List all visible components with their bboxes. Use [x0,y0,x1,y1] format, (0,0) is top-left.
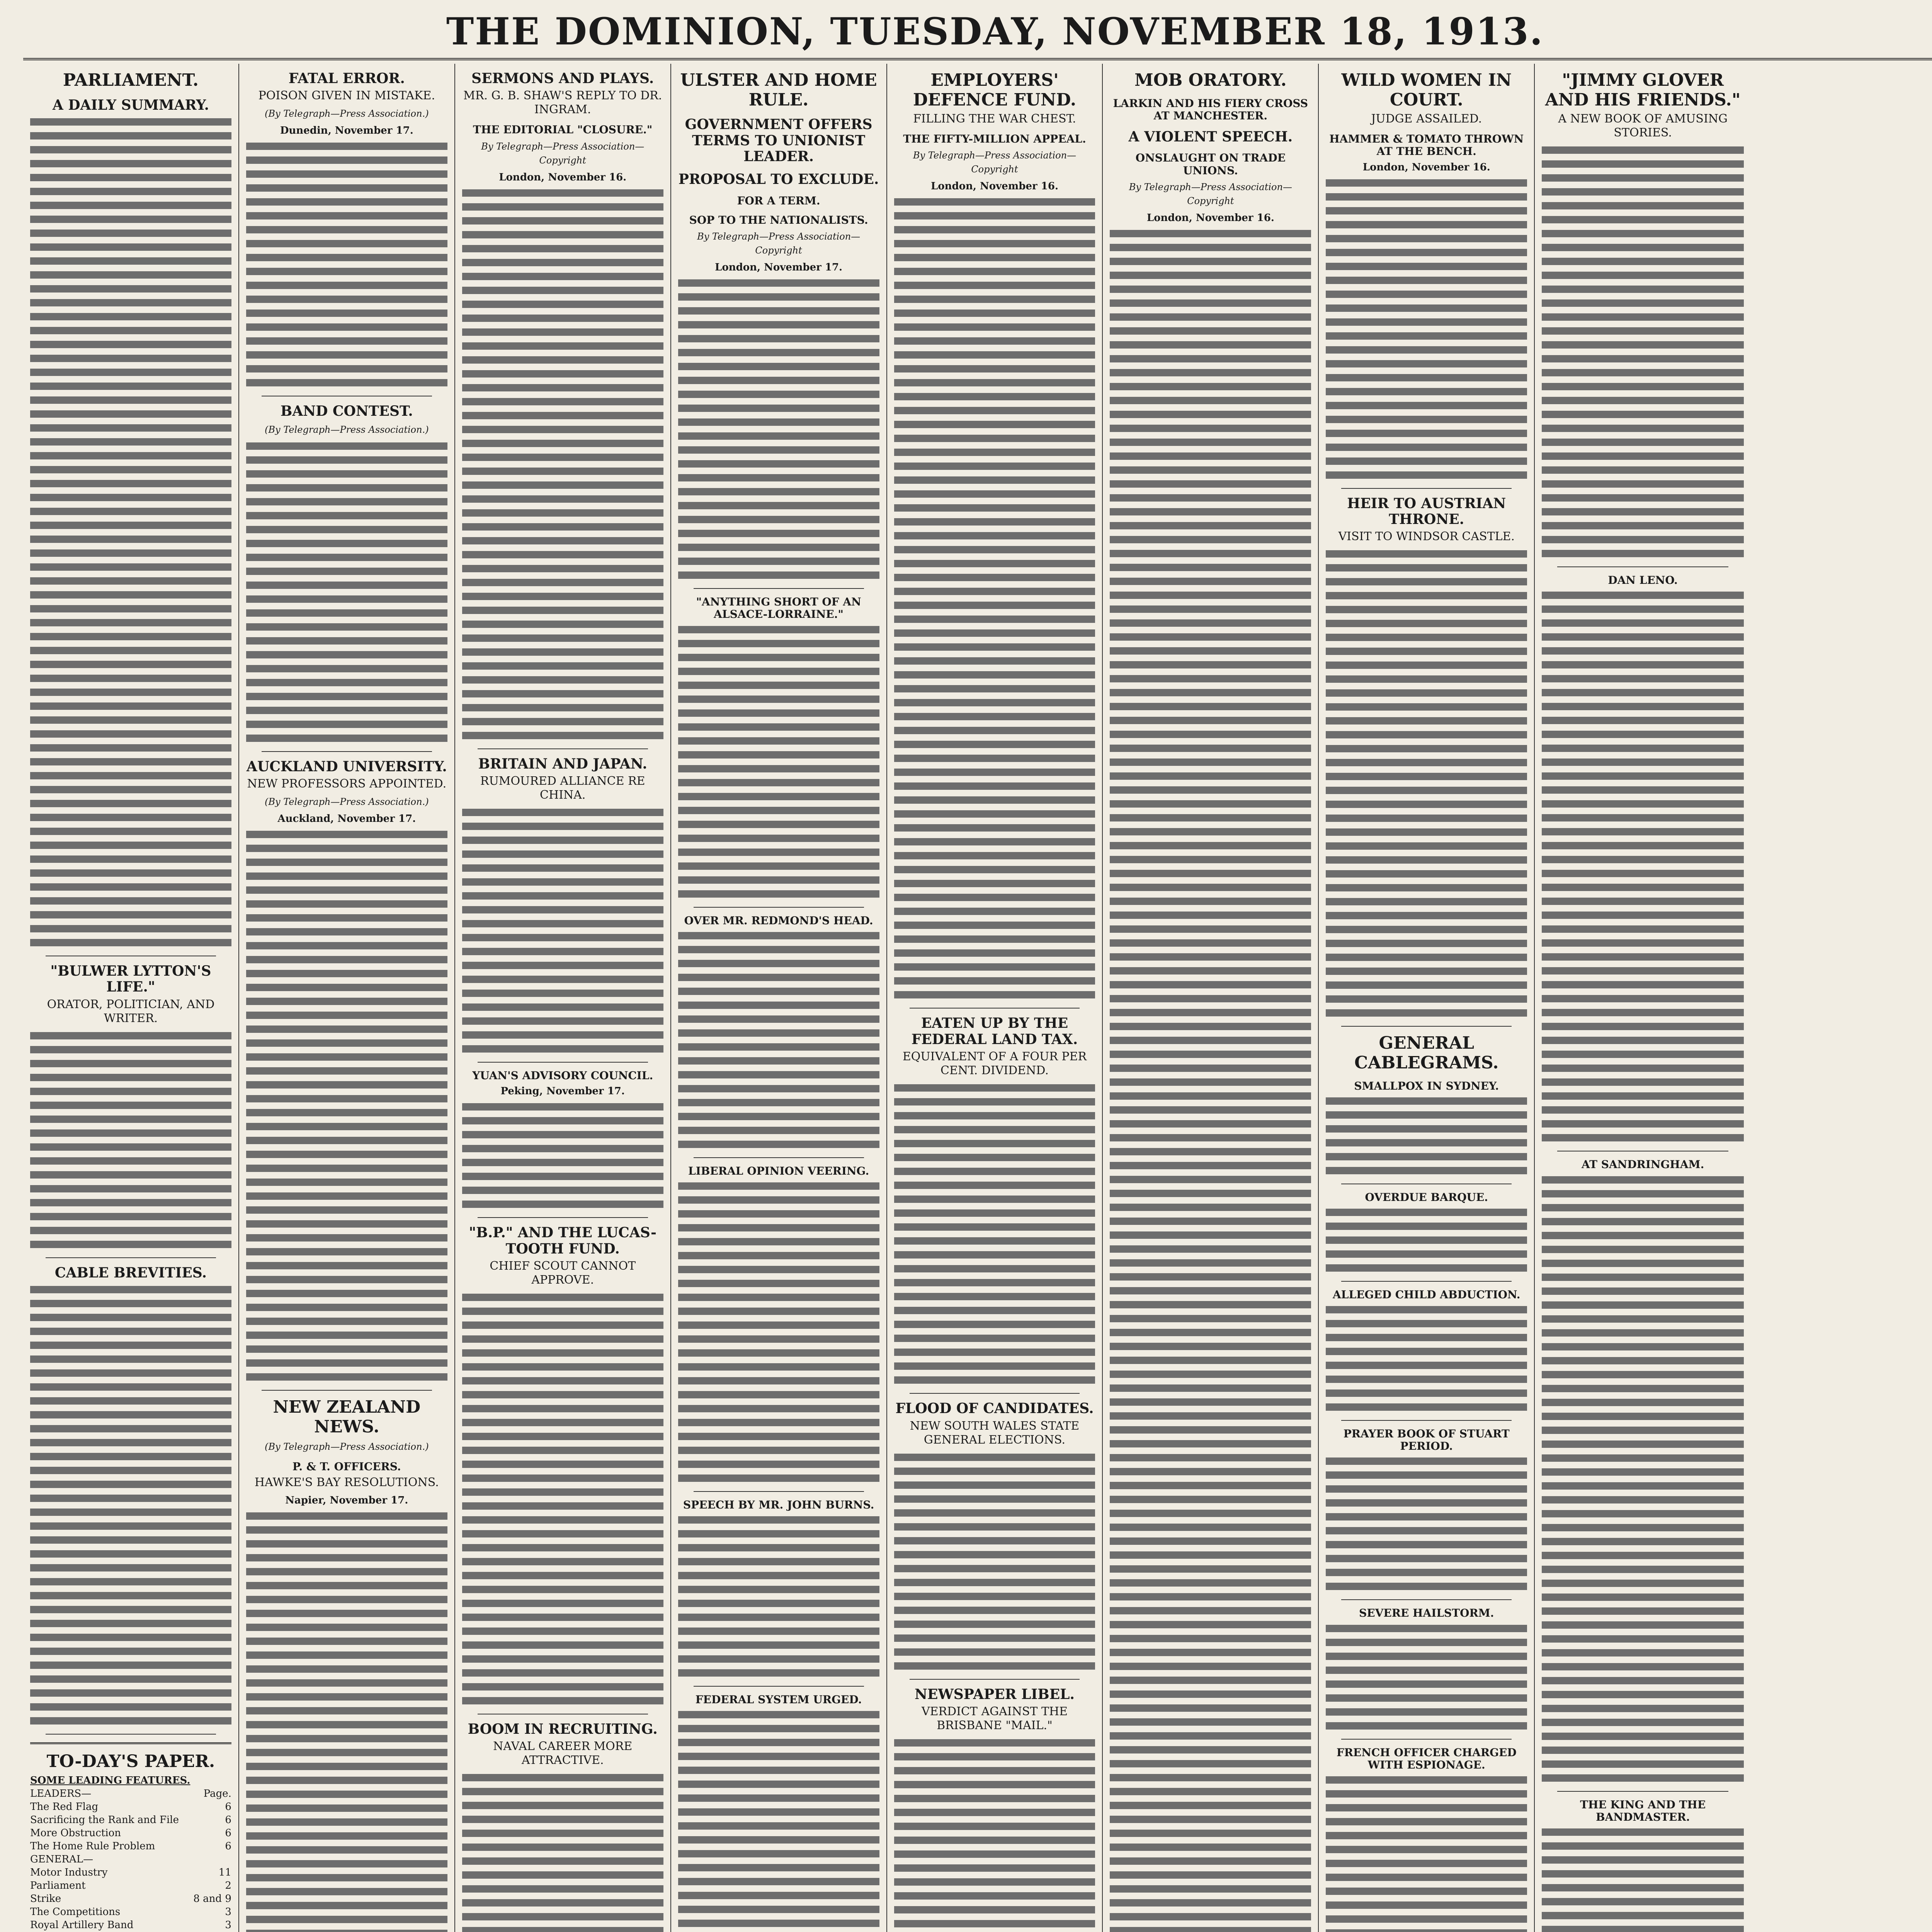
contents-label: The Home Rule Problem [30,1840,155,1852]
contents-entry [30,1840,231,1853]
contents-label: GENERAL— [30,1853,94,1865]
headline: EATEN UP BY THE FEDERAL LAND TAX. [911,1015,1078,1048]
article-body-text [462,1291,663,1708]
headline: "B.P." AND THE LUCAS-TOOTH FUND. [469,1225,657,1257]
headline: ULSTER AND HOME RULE. [680,70,877,110]
headline: SMALLPOX IN SYDNEY. [1354,1079,1499,1092]
divider [1341,1281,1512,1282]
divider [1341,1599,1512,1600]
article-body-text [678,1514,879,1680]
article-body-text [1542,144,1744,561]
article-body-text [1542,589,1744,1145]
contents-page: 6 [225,1827,231,1839]
headline: SPEECH BY MR. JOHN BURNS. [683,1498,874,1511]
contents-entry [30,1879,231,1892]
divider [910,1679,1080,1680]
headline: OVERDUE BARQUE. [1365,1190,1488,1204]
headline: FLOOD OF CANDIDATES. [895,1400,1094,1417]
divider [910,1008,1080,1009]
headline: A VIOLENT SPEECH. [1128,128,1293,145]
article-body-text [894,1451,1095,1673]
article-body-text [678,1708,879,1932]
headline: AT SANDRINGHAM. [1581,1158,1704,1171]
headline: THE FIFTY-MILLION APPEAL. [903,133,1086,146]
contents-page: 3 [225,1919,231,1931]
article-body-text [678,277,879,583]
contents-entry [30,1813,231,1827]
subheadline: NEW SOUTH WALES STATE GENERAL ELECTIONS. [910,1419,1080,1447]
divider [478,1062,648,1063]
column-4 [671,64,887,1932]
divider [694,1686,864,1687]
contents-page: 8 and 9 [193,1893,231,1905]
article-body-text [894,1082,1095,1388]
byline: (By Telegraph—Press Association.) [265,108,429,119]
headline: HAMMER & TOMATO THROWN AT THE BENCH. [1329,133,1524,158]
article-body-text [678,1180,879,1486]
contents-label: SOME LEADING FEATURES. [30,1774,190,1786]
headline: CABLE BREVITIES. [54,1264,207,1281]
headline: BAND CONTEST. [280,403,413,420]
divider [1341,1026,1512,1027]
headline: OVER MR. REDMOND'S HEAD. [684,914,873,927]
divider [46,1734,216,1735]
contents-label: More Obstruction [30,1827,121,1839]
subheadline: NEW PROFESSORS APPOINTED. [247,777,447,791]
article-body-text [462,1100,663,1212]
headline: BRITAIN AND JAPAN. [478,755,647,772]
contents-page: 6 [225,1801,231,1813]
headline: PROPOSAL TO EXCLUDE. [678,171,879,188]
dateline: London, November 16. [1362,161,1490,173]
article-body-text [1110,227,1311,1932]
article-body-text [1326,177,1527,483]
subheadline: FILLING THE WAR CHEST. [913,112,1076,126]
contents-label: Motor Industry [30,1866,108,1878]
byline: (By Telegraph—Press Association.) [265,796,429,808]
byline: (By Telegraph—Press Association.) [265,1441,429,1452]
article-body-text [1326,1774,1527,1932]
dateline: Auckland, November 17. [277,813,416,825]
article-body-text [246,140,447,390]
headline: SOP TO THE NATIONALISTS. [689,213,868,226]
headline: FRENCH OFFICER CHARGED WITH ESPIONAGE. [1336,1746,1517,1771]
contents-entry [30,1800,231,1813]
subheadline: ORATOR, POLITICIAN, AND WRITER. [47,997,215,1025]
contents-entry [30,1866,231,1879]
headline: "ANYTHING SHORT OF AN ALSACE-LORRAINE." [696,595,861,621]
headline: "JIMMY GLOVER AND HIS FRIENDS." [1545,70,1741,110]
headline: PRAYER BOOK OF STUART PERIOD. [1343,1427,1510,1453]
divider [694,1157,864,1158]
subheadline: A NEW BOOK OF AMUSING STORIES. [1558,112,1728,140]
contents-page: 3 [225,1906,231,1918]
contents-label: Parliament [30,1879,86,1891]
subheadline: CHIEF SCOUT CANNOT APPROVE. [490,1259,636,1287]
headline: ALLEGED CHILD ABDUCTION. [1333,1288,1520,1301]
contents-label: LEADERS— [30,1787,92,1799]
divider [1557,1791,1728,1792]
subheadline: EQUIVALENT OF A FOUR PER CENT. DIVIDEND. [902,1050,1087,1078]
contents-entry [30,1918,231,1932]
divider [30,1742,231,1744]
contents-entry [30,1827,231,1840]
headline: FEDERAL SYSTEM URGED. [695,1693,862,1706]
headline: FOR A TERM. [737,194,820,207]
subheadline: VISIT TO WINDSOR CASTLE. [1338,530,1515,544]
headline: THE KING AND THE BANDMASTER. [1580,1798,1706,1823]
dateline: London, November 17. [715,262,843,274]
subheadline: VERDICT AGAINST THE BRISBANE "MAIL." [921,1704,1068,1732]
subheadline: HAWKE'S BAY RESOLUTIONS. [254,1475,439,1489]
headline: GOVERNMENT OFFERS TERMS TO UNIONIST LEADER. [685,116,872,165]
article-body-text [246,440,447,746]
article-body-text [1542,1826,1744,1932]
contents-entry [30,1787,231,1800]
headline: LIBERAL OPINION VEERING. [688,1164,869,1177]
article-body-text [30,116,231,950]
divider [478,1217,648,1218]
contents-page: Page. [203,1787,231,1799]
headline: GENERAL CABLEGRAMS. [1354,1033,1499,1073]
article-body-text [1326,1622,1527,1733]
article-columns [23,64,1932,1932]
divider [694,588,864,589]
contents-label: Royal Artillery Band [30,1919,134,1931]
dateline: London, November 16. [930,180,1058,192]
dateline: Napier, November 17. [285,1494,408,1506]
article-body-text [894,1736,1095,1932]
column-2 [239,64,455,1932]
divider [262,1390,432,1391]
column-8 [1535,64,1751,1932]
divider [694,907,864,908]
column-6 [1103,64,1319,1932]
dateline: London, November 16. [499,171,627,183]
column-5 [887,64,1103,1932]
article-body-text [1326,1206,1527,1276]
article-body-text [1326,1455,1527,1594]
article-body-text [1326,548,1527,1020]
headline: AUCKLAND UNIVERSITY. [246,758,447,775]
contents-page: 11 [218,1866,231,1878]
article-body-text [246,1510,447,1932]
subheadline: NAVAL CAREER MORE ATTRACTIVE. [493,1740,633,1767]
article-body-text [678,623,879,901]
divider [1341,488,1512,489]
subheadline: POISON GIVEN IN MISTAKE. [258,89,435,103]
contents-entry [30,1853,231,1866]
headline: SEVERE HAILSTORM. [1359,1607,1494,1620]
contents-entry [30,1892,231,1905]
headline: NEW ZEALAND NEWS. [273,1397,421,1437]
byline: By Telegraph—Press Association—Copyright [913,150,1077,175]
dateline: Peking, November 17. [500,1085,625,1097]
headline: A DAILY SUMMARY. [52,97,209,113]
headline: TO-DAY'S PAPER. [46,1752,215,1772]
article-body-text [462,806,663,1056]
headline: WILD WOMEN IN COURT. [1341,70,1512,110]
headline: ONSLAUGHT ON TRADE UNIONS. [1135,151,1286,177]
headline: SERMONS AND PLAYS. [471,70,654,87]
divider [694,1491,864,1492]
divider [478,748,648,749]
column-1 [23,64,239,1932]
headline: "BULWER LYTTON'S LIFE." [50,963,211,995]
dateline: London, November 16. [1146,212,1274,224]
contents-label: Sacrificing the Rank and File [30,1814,179,1826]
contents-page: 6 [225,1840,231,1852]
headline: DAN LENO. [1608,574,1678,587]
headline: YUAN'S ADVISORY COUNCIL. [472,1069,653,1082]
divider [1341,1420,1512,1421]
article-body-text [1326,1303,1527,1415]
article-body-text [678,929,879,1152]
article-body-text [1542,1173,1744,1786]
subheadline: RUMOURED ALLIANCE RE CHINA. [480,774,645,802]
contents-list [30,1774,231,1932]
divider [910,1393,1080,1394]
headline: NEWSPAPER LIBEL. [915,1686,1075,1702]
dateline: Dunedin, November 17. [280,125,413,137]
contents-entry [30,1905,231,1918]
article-body-text [894,196,1095,1002]
contents-page: 2 [225,1879,231,1891]
article-body-text [462,187,663,743]
headline: P. & T. OFFICERS. [292,1460,401,1473]
contents-label: Strike [30,1893,61,1905]
article-body-text [462,1771,663,1932]
article-body-text [30,1283,231,1728]
byline: By Telegraph—Press Association—Copyright [481,141,645,166]
headline: HEIR TO AUSTRIAN THRONE. [1347,495,1506,527]
column-7 [1319,64,1535,1932]
divider [46,1257,216,1258]
divider [1557,566,1728,567]
headline: BOOM IN RECRUITING. [468,1721,658,1737]
byline: By Telegraph—Press Association—Copyright [1129,181,1292,206]
article-body-text [1326,1095,1527,1178]
contents-entry [30,1774,231,1787]
byline: (By Telegraph—Press Association.) [265,424,429,435]
column-3 [455,64,671,1932]
headline: MOB ORATORY. [1134,70,1287,90]
divider [1341,1739,1512,1740]
contents-label: The Red Flag [30,1801,99,1813]
article-body-text [246,828,447,1384]
newspaper-title: THE DOMINION, TUESDAY, NOVEMBER 18, 1913. [446,10,1544,53]
headline: LARKIN AND HIS FIERY CROSS AT MANCHESTER. [1113,97,1308,122]
article-body-text [30,1029,231,1252]
headline: THE EDITORIAL "CLOSURE." [473,123,653,136]
headline: EMPLOYERS' DEFENCE FUND. [913,70,1077,110]
headline: FATAL ERROR. [288,70,405,87]
divider [262,751,432,752]
subheadline: MR. G. B. SHAW'S REPLY TO DR. INGRAM. [463,89,662,117]
masthead [23,8,1932,60]
contents-label: The Competitions [30,1906,121,1918]
subheadline: JUDGE ASSAILED. [1371,112,1482,126]
headline: PARLIAMENT. [63,70,199,90]
byline: By Telegraph—Press Association—Copyright [697,231,861,256]
contents-page: 6 [225,1814,231,1826]
